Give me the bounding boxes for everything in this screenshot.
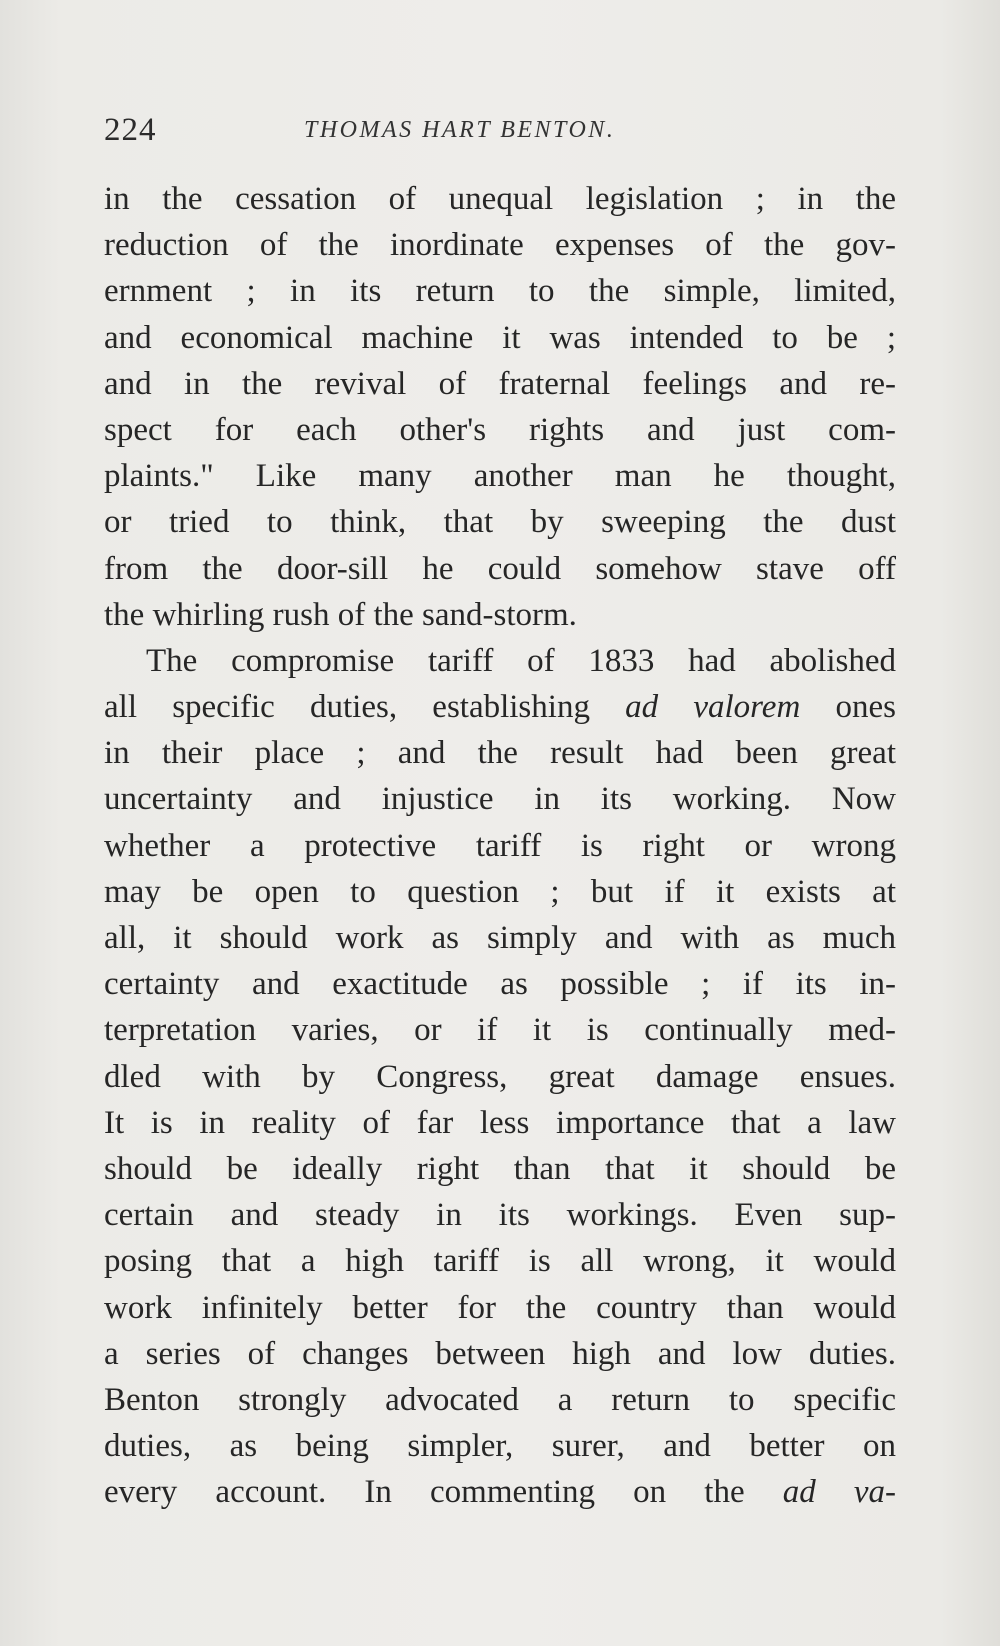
body-text: [104, 176, 896, 1515]
text-line: in the cessation of unequal legislation ; in the: [104, 181, 896, 217]
text-line: terpretation varies, or if it is continually med-: [104, 1012, 896, 1049]
text-line: all, it should work as simply and with as much: [104, 920, 896, 956]
text-line: whether a protective tariff is right or wrong: [104, 827, 896, 864]
text-line: spect for each other's rights and just com-: [104, 411, 896, 448]
text-line: may be open to question ; but if it exists at: [104, 873, 896, 910]
text-line: in their place ; and the result had been great: [104, 735, 896, 772]
text-line: plaints." Like many another man he thought,: [104, 458, 896, 495]
text-line: a series of changes between high and low duties.: [104, 1335, 896, 1372]
text-line: certainty and exactitude as possible ; if its in-: [104, 966, 896, 1003]
text-line: or tried to think, that by sweeping the dust: [104, 504, 896, 541]
running-head: [104, 112, 894, 152]
italic-phrase: ad va-: [782, 1474, 896, 1511]
text-line: It is in reality of far less importance that a law: [104, 1104, 896, 1141]
text-line: and economical machine it was intended to be ;: [104, 319, 896, 356]
text-line: from the door-sill he could somehow stave off: [104, 550, 896, 587]
text-line-italic: [104, 1469, 896, 1515]
text-line-italic: [104, 684, 896, 730]
text-line: and in the revival of fraternal feelings and re-: [104, 365, 896, 402]
text-line: dled with by Congress, great damage ensues.: [104, 1058, 896, 1095]
text-line: work infinitely better for the country than would: [104, 1289, 896, 1326]
text-line: the whirling rush of the sand-storm.: [104, 596, 577, 633]
text-line: should be ideally right than that it should be: [104, 1150, 896, 1187]
page-number: 224: [104, 112, 157, 148]
text-fragment: every account. In commenting on the: [104, 1474, 783, 1511]
text-line: uncertainty and injustice in its working. Now: [104, 781, 896, 818]
text-line: posing that a high tariff is all wrong, it would: [104, 1243, 896, 1280]
running-title: THOMAS HART BENTON.: [304, 117, 616, 143]
text-fragment: all specific duties, establishing: [104, 689, 626, 726]
text-line: certain and steady in its workings. Even sup-: [104, 1197, 896, 1234]
text-line: Benton strongly advocated a return to specific: [104, 1381, 896, 1418]
text-line: The compromise tariff of 1833 had abolished: [146, 642, 896, 679]
text-line: duties, as being simpler, surer, and better on: [104, 1428, 896, 1465]
italic-phrase: ad valorem: [625, 689, 801, 726]
text-line: ernment ; in its return to the simple, limited,: [104, 273, 896, 310]
text-line: reduction of the inordinate expenses of the gov-: [104, 227, 896, 264]
text-fragment: ones: [800, 689, 896, 726]
